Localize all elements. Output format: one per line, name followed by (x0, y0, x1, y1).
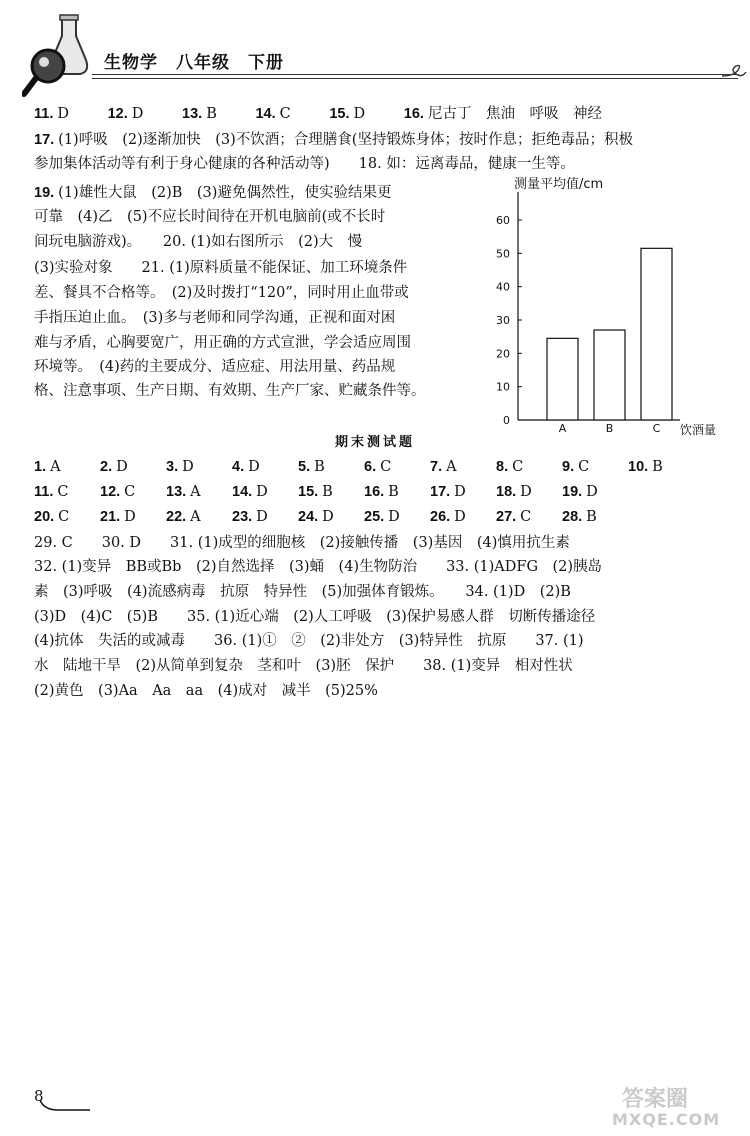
watermark-line2: MXQE.COM (612, 1110, 721, 1129)
answer-line-11-16 (34, 104, 602, 124)
bar (547, 338, 578, 420)
question-number: 3. (166, 459, 179, 475)
answer-item: 16. 尼古丁 焦油 呼吸 神经 (403, 106, 602, 122)
question-number: 16. (364, 484, 385, 500)
answer-item (496, 457, 523, 477)
answer-item (34, 507, 69, 527)
answer-text: C (578, 459, 590, 475)
answer-item (298, 457, 325, 477)
answer-line: (2)黄色 (3)Aa Aa aa (4)成对 减半 (5)25% (34, 683, 378, 699)
answer-text: A (50, 459, 61, 475)
question-number: 20. (34, 509, 55, 525)
answer-text: C (58, 509, 70, 525)
answer-item: 11. D (34, 106, 69, 122)
answer-text: D (248, 459, 260, 475)
answer-item (430, 507, 466, 527)
watermark (612, 1082, 738, 1132)
question-number: 28. (562, 509, 583, 525)
question-number: 27. (496, 509, 517, 525)
question-number: 17. (430, 484, 451, 500)
answer-line: 素 (3)呼吸 (4)流感病毒 抗原 特异性 (5)加强体育锻炼。 34. (1)D (2)B (34, 584, 571, 600)
answer-line: 32. (1)变异 BB或Bb (2)自然选择 (3)蛹 (4)生物防治 33. (1)ADFG (2)胰岛 (34, 559, 603, 575)
answer-text: C (520, 509, 532, 525)
magnifier-flask-logo-icon (22, 14, 92, 100)
answer-item (562, 457, 589, 477)
answer-item (34, 457, 61, 477)
answer-text: D (256, 509, 268, 525)
answer-line: 格、注意事项、生产日期、有效期、生产厂家、贮藏条件等。 (34, 383, 426, 399)
question-number: 9. (562, 459, 575, 475)
answer-line: 间玩电脑游戏)。 20. (1)如右图所示 (2)大 慢 (34, 234, 363, 250)
answer-text: B (652, 459, 663, 475)
bar (594, 330, 625, 420)
answer-text: D (586, 484, 598, 500)
answer-text: D (322, 509, 334, 525)
answer-item (166, 507, 201, 527)
answer-item (100, 482, 135, 502)
question-number: 6. (364, 459, 377, 475)
answer-item (496, 482, 532, 502)
answer-item: 12. D (107, 106, 144, 122)
answer-line: 手指压迫止血。 (3)多与老师和同学沟通，正视和面对困 (34, 310, 396, 326)
question-number: 8. (496, 459, 509, 475)
answer-item: 15. D (329, 106, 366, 122)
watermark-line1: 答案圈 (622, 1087, 689, 1112)
answer-line: 差、餐具不合格等。 (2)及时拨打“120”，同时用止血带或 (34, 285, 409, 301)
page-number: 8 (34, 1087, 44, 1105)
y-tick-label: 10 (496, 380, 510, 394)
answer-text: B (586, 509, 597, 525)
answer-text: C (124, 484, 136, 500)
answer-item (496, 507, 531, 527)
answer-line: 环境等。 (4)药的主要成分、适应症、用法用量、药品规 (34, 359, 396, 375)
answer-line: 17. (1)呼吸 (2)逐渐加快 (3)不饮酒；合理膳食(坚持锻炼身体；按时作息；拒绝毒品；积极 (34, 132, 633, 148)
question-number: 26. (430, 509, 451, 525)
bar (641, 248, 672, 420)
answer-item (430, 457, 457, 477)
answer-text: B (314, 459, 325, 475)
answer-text: A (190, 484, 201, 500)
question-number: 19. (562, 484, 583, 500)
answer-item (364, 482, 399, 502)
answer-text: A (446, 459, 457, 475)
question-number: 5. (298, 459, 311, 475)
x-tick-label: A (558, 422, 567, 435)
question-number: 24. (298, 509, 319, 525)
answer-line: 水 陆地干旱 (2)从简单到复杂 茎和叶 (3)胚 保护 38. (1)变异 相对性状 (34, 658, 573, 674)
x-tick-label: C (652, 422, 661, 435)
answer-line: 19. (1)雄性大鼠 (2)B (3)避免偶然性，使实验结果更 (34, 185, 392, 201)
y-tick-label: 30 (496, 314, 510, 327)
answer-text: D (256, 484, 268, 500)
answer-text: D (116, 459, 128, 475)
question-number: 21. (100, 509, 121, 525)
answer-item (232, 507, 268, 527)
answer-line: 29. C 30. D 31. (1)成型的细胞核 (2)接触传播 (3)基因 (4)慎用抗生素 (34, 535, 570, 551)
y-axis-label: 测量平均值/cm (514, 177, 604, 192)
question-number: 15. (298, 484, 319, 500)
x-tick-label: B (605, 422, 614, 435)
answer-text: D (388, 509, 400, 525)
answer-item (364, 507, 400, 527)
answer-item (166, 457, 194, 477)
page-number-curl-icon (38, 1098, 93, 1112)
header-rule (92, 74, 738, 75)
answer-item (232, 482, 268, 502)
header-rule-2 (92, 78, 738, 79)
answer-item (100, 457, 128, 477)
question-number: 25. (364, 509, 385, 525)
answer-text: C (57, 484, 69, 500)
y-tick-label: 40 (496, 280, 510, 294)
answer-line: (3)D (4)C (5)B 35. (1)近心端 (2)人工呼吸 (3)保护易感人群 切断传播途径 (34, 609, 596, 625)
answer-item (628, 457, 663, 477)
question-number: 4. (232, 459, 245, 475)
answer-item: 14. C (255, 106, 291, 122)
answer-text: A (190, 509, 201, 525)
answer-item (298, 482, 333, 502)
question-number: 10. (628, 459, 649, 475)
y-tick-label: 20 (496, 347, 510, 361)
question-number: 1. (34, 459, 47, 475)
y-tick-label: 0 (503, 414, 510, 427)
answer-item (100, 507, 136, 527)
question-number: 13. (166, 484, 187, 500)
answer-text: B (322, 484, 333, 500)
answer-text: B (388, 484, 399, 500)
question-number: 18. (496, 484, 517, 500)
answer-item (430, 482, 466, 502)
bar-chart (480, 170, 730, 440)
answer-line: (3)实验对象 21. (1)原料质量不能保证、加工环境条件 (34, 260, 408, 276)
answer-line: (4)抗体 失活的或减毒 36. (1)① ② (2)非处方 (3)特异性 抗原 37. (1) (34, 633, 584, 649)
y-tick-label: 50 (496, 247, 510, 261)
question-number: 22. (166, 509, 187, 525)
answer-item (562, 507, 597, 527)
answer-item: 13. B (182, 106, 217, 122)
answer-text: D (124, 509, 136, 525)
answer-item (232, 457, 260, 477)
answer-text: D (182, 459, 194, 475)
answer-text: C (512, 459, 524, 475)
question-number: 14. (232, 484, 253, 500)
answer-item (364, 457, 391, 477)
answer-text: C (380, 459, 392, 475)
section-title: 期末测试题 (334, 435, 415, 450)
answer-item (166, 482, 201, 502)
answer-line: 可靠 (4)乙 (5)不应长时间待在开机电脑前(或不长时 (34, 209, 386, 225)
page-header (0, 0, 750, 100)
question-number: 7. (430, 459, 443, 475)
question-number: 11. (34, 484, 54, 500)
decorative-swirl-icon (720, 62, 748, 86)
answer-item (34, 482, 68, 502)
answer-item (562, 482, 598, 502)
answer-text: D (454, 484, 466, 500)
question-number: 23. (232, 509, 253, 525)
answer-text: D (520, 484, 532, 500)
question-number: 2. (100, 459, 113, 475)
y-tick-label: 60 (496, 214, 510, 227)
answer-line: 参加集体活动等有利于身心健康的各种活动等) 18. 如：远离毒品，健康一生等。 (34, 156, 575, 172)
answer-item (298, 507, 334, 527)
book-title: 生物学 八年级 下册 (104, 53, 284, 73)
x-axis-label: 饮酒量 (680, 423, 717, 437)
answer-text: D (454, 509, 466, 525)
answer-line: 难与矛盾，心胸要宽广，用正确的方式宣泄，学会适应周围 (34, 335, 411, 351)
question-number: 12. (100, 484, 121, 500)
